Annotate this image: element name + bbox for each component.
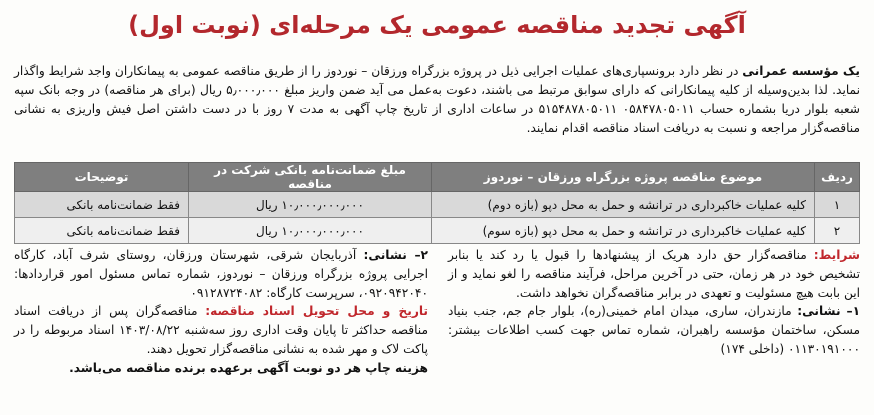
- row-note: فقط ضمانت‌نامه بانکی: [15, 218, 189, 244]
- address-1-label: ۱– نشانی:: [797, 304, 861, 319]
- delivery-text: مناقصه‌گران پس از دریافت اسناد مناقصه حداکثر تا پایان وقت اداری روز سه‌شنبه ۱۴۰۳/۰۸/۲۲ اسناد مربوطه را در پاکت لاک و مهر شده به نشانی مناقصه‌گزار تحویل دهند.: [14, 304, 429, 356]
- conditions-label: شرایط:: [813, 248, 860, 262]
- tender-table-header: [15, 163, 860, 192]
- intro-body: در نظر دارد برونسپاری‌های عملیات اجرایی ذیل در پروژه بزرگراه ورزقان – نوردوز را از طریق مناقصه عمومی به پیمانکاران واجد شرایط واگذار نماید. لذا بدین‌وسیله از کلیه پیمانکارانی که دارای سوابق مرتبط می باشند، دعوت به‌عمل می آید ضمن واریز مبلغ ۵٫۰۰۰٫۰۰۰ ریال (برای هر مناقصه) در وجه بانک سپه شعبه بلوار دریا بشماره حساب ۰۵۸۴۷۸۰۵۰۱۱ ۵۱۵۴۸۷۸۰۵۰۱۱ در ساعات اداری از تاریخ چاپ آگهی به مدت ۷ روز با در دست داشتن اصل فیش واریزی به نشانی مناقصه‌گزار مراجعه و نسبت به دریافت اسناد مناقصه اقدام نمایند.: [14, 64, 861, 135]
- row-subject: کلیه عملیات خاکبرداری در ترانشه و حمل به محل دپو (بازه دوم): [432, 192, 815, 218]
- delivery-column: [14, 246, 428, 378]
- row-number: ۱: [815, 192, 860, 218]
- header-notes: توضیحات: [15, 163, 189, 192]
- intro-organization: یک مؤسسه عمرانی: [742, 64, 860, 78]
- address-1-text: مازندران، ساری، میدان امام خمینی(ره)، بلوار جام جم، جنب بنیاد مسکن، ساختمان مؤسسه راهبران، شماره تماس جهت کسب اطلاعات بیشتر: ۰۱۱۳۰۱۹۱۰۰۰ (داخلی ۱۷۴): [448, 304, 860, 356]
- table-row: [15, 218, 860, 244]
- header-subject: موضوع مناقصه پروژه بزرگراه ورزقان – نوردوز: [432, 163, 815, 192]
- cost-note: هزینه چاپ هر دو نوبت آگهی برعهده برنده مناقصه می‌باشد.: [69, 360, 428, 375]
- address-1-paragraph: [448, 302, 860, 358]
- row-subject: کلیه عملیات خاکبرداری در ترانشه و حمل به محل دپو (بازه سوم): [432, 218, 815, 244]
- address-2-label: ۲– نشانی:: [363, 248, 428, 262]
- address-2-text: آذربایجان شرقی، شهرستان ورزقان، روستای شرف آباد، کارگاه اجرایی پروژه بزرگراه ورزقان – نوردوز، شماره تماس مسئول امور قراردادها: ۰۹۲۰۹۴۲۰۴۰، سرپرست کارگاه: ۰۹۱۲۸۷۲۴۰۸۲: [14, 248, 428, 300]
- row-note: فقط ضمانت‌نامه بانکی: [15, 192, 189, 218]
- address-2-paragraph: [14, 246, 428, 302]
- delivery-paragraph: [14, 302, 428, 358]
- header-guarantee-amount: مبلغ ضمانت‌نامه بانکی شرکت در مناقصه: [189, 163, 432, 192]
- tender-table: [14, 162, 860, 244]
- conditions-column: [448, 246, 860, 359]
- intro-paragraph: [14, 62, 860, 138]
- row-amount: ۱۰٫۰۰۰٫۰۰۰٫۰۰۰ ریال: [189, 218, 432, 244]
- row-amount: ۱۰٫۰۰۰٫۰۰۰٫۰۰۰ ریال: [189, 192, 432, 218]
- row-number: ۲: [815, 218, 860, 244]
- conditions-text: مناقصه‌گزار حق دارد هریک از پیشنهادها را قبول یا رد کند یا بنابر تشخیص خود در هر زمان، حتی در آخرین مراحل، فرآیند مناقصه را لغو نماید و از این بابت هیچ مسئولیت و تعهدی در برابر مناقصه‌گران نخواهد داشت.: [448, 248, 860, 300]
- table-row: [15, 192, 860, 218]
- conditions-paragraph: [448, 246, 860, 302]
- header-row-number: ردیف: [815, 163, 860, 192]
- delivery-heading: تاریخ و محل تحویل اسناد مناقصه:: [205, 304, 428, 319]
- notice-title: آگهی تجدید مناقصه عمومی یک مرحله‌ای (نوبت اول): [128, 11, 746, 39]
